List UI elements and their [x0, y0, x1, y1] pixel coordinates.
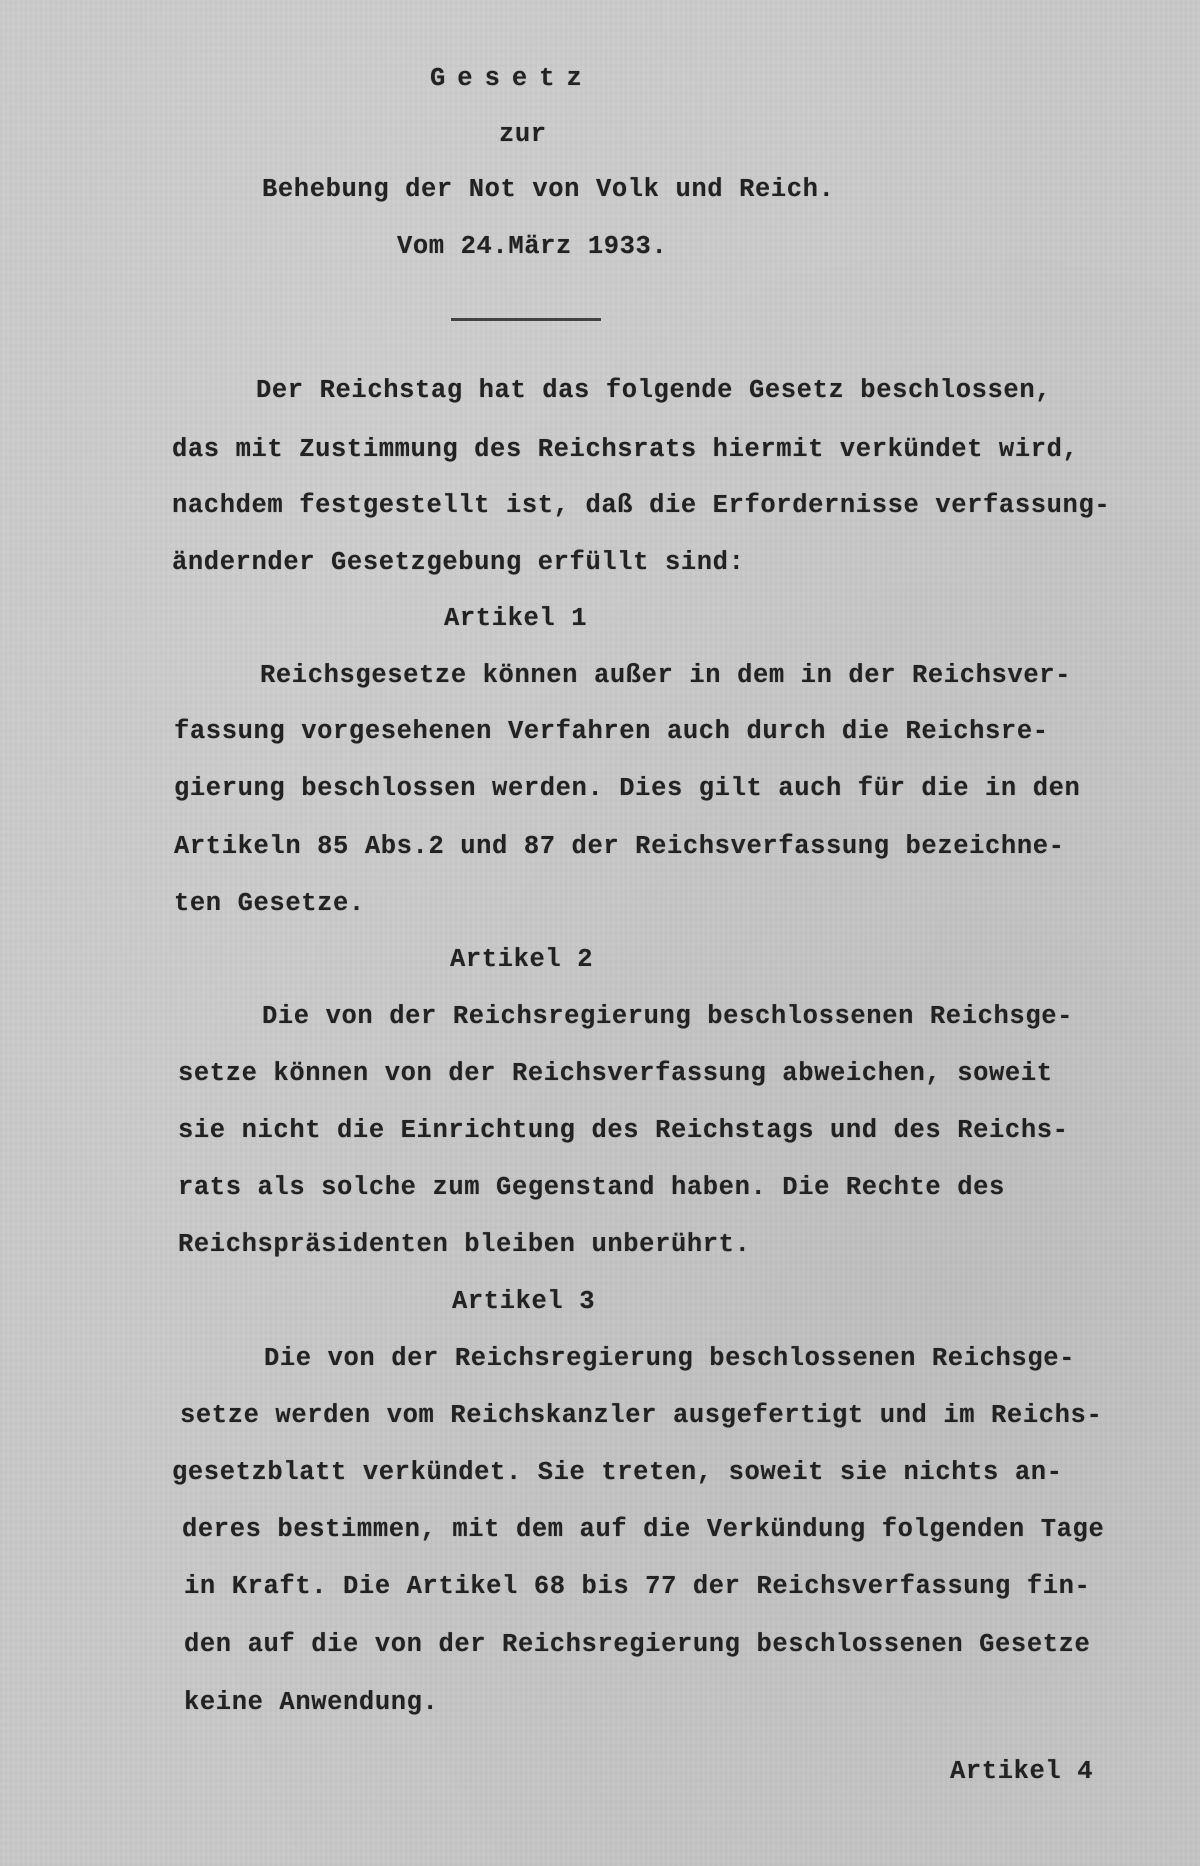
- article-line: ten Gesetze.: [174, 889, 365, 918]
- article-line: setze können von der Reichsverfassung abweichen, soweit: [178, 1059, 1053, 1088]
- document-subtitle-main: Behebung der Not von Volk und Reich.: [262, 175, 835, 204]
- article-line: gesetzblatt verkündet. Sie treten, soweit sie nichts an-: [172, 1458, 1063, 1487]
- document-title: Gesetz: [430, 64, 594, 93]
- article-line: fassung vorgesehenen Verfahren auch durch die Reichsre-: [174, 717, 1049, 746]
- article-line: deres bestimmen, mit dem auf die Verkündung folgenden Tage: [182, 1515, 1105, 1544]
- preamble-line: Der Reichstag hat das folgende Gesetz beschlossen,: [256, 376, 1052, 405]
- article-line: rats als solche zum Gegenstand haben. Die Rechte des: [178, 1173, 1005, 1202]
- article-heading: Artikel 2: [450, 945, 594, 974]
- preamble-line: nachdem festgestellt ist, daß die Erfordernisse verfassung-: [172, 491, 1111, 520]
- article-line: gierung beschlossen werden. Dies gilt auch für die in den: [174, 774, 1081, 803]
- document-date: Vom 24.März 1933.: [397, 232, 668, 261]
- article-line: sie nicht die Einrichtung des Reichstags und des Reichs-: [178, 1116, 1069, 1145]
- article-line: Die von der Reichsregierung beschlossenen Reichsge-: [264, 1344, 1076, 1373]
- preamble-line: das mit Zustimmung des Reichsrats hiermit verkündet wird,: [172, 435, 1079, 464]
- next-page-catchword: Artikel 4: [950, 1757, 1094, 1786]
- article-line: Reichsgesetze können außer in dem in der Reichsver-: [260, 661, 1072, 690]
- article-heading: Artikel 1: [444, 604, 588, 633]
- article-line: Reichspräsidenten bleiben unberührt.: [178, 1230, 751, 1259]
- article-line: Artikeln 85 Abs.2 und 87 der Reichsverfassung bezeichne-: [174, 832, 1065, 861]
- article-line: in Kraft. Die Artikel 68 bis 77 der Reichsverfassung fin-: [184, 1572, 1091, 1601]
- document-subtitle-zur: zur: [499, 120, 547, 149]
- preamble-line: ändernder Gesetzgebung erfüllt sind:: [172, 548, 745, 577]
- article-line: keine Anwendung.: [184, 1688, 439, 1717]
- article-line: den auf die von der Reichsregierung beschlossenen Gesetze: [184, 1630, 1091, 1659]
- article-line: setze werden vom Reichskanzler ausgefertigt und im Reichs-: [180, 1401, 1103, 1430]
- article-line: Die von der Reichsregierung beschlossenen Reichsge-: [262, 1002, 1074, 1031]
- article-heading: Artikel 3: [452, 1287, 596, 1316]
- title-divider: [451, 318, 601, 321]
